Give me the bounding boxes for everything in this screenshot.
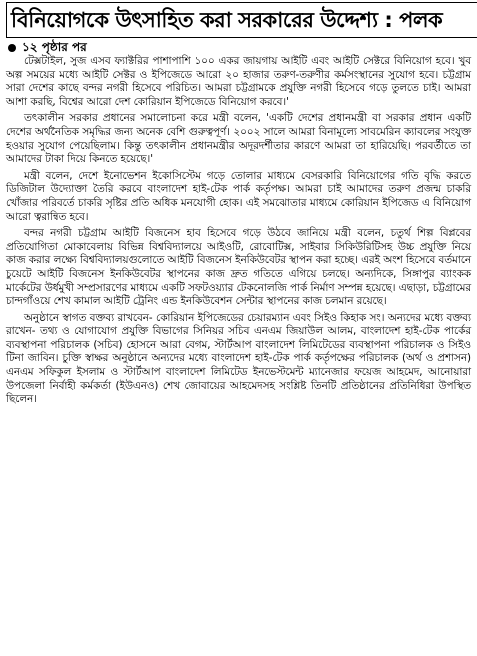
article-paragraph: বন্দর নগরী চট্টগ্রাম আইটি বিজনেস হাব হিসেবে গড়ে উঠবে জানিয়ে মন্ত্রী বলেন, চতুর্থ শিল্প বিপ্লবের প্রতিযোগিতা মোকাবেলায় বিভিন্ন বিশ্ববিদ্যালয়ে আইওটি, রোবোটিক্স, সাইবার সিকিউরিটিসহ উচ্চ প্রযুক্তি নিয়ে কাজ করার লক্ষ্যে বিশ্ববিদ্যালয়গুলোতে আইটি বিজনেস ইনকিউবেটর স্থাপন করা হচ্ছে। এরই অংশ হিসেবে বর্তমানে চুয়েটে আইটি বিজনেস ইনকিউবেটর স্থাপনের কাজ দ্রুত গতিতে এগিয়ে চলছে। অন্যদিকে, সিঙ্গাপুর ব্যাংকক মার্কেটের উর্ধমুখী সম্প্রসারণের মাধ্যমে একটি সফটওয়্যার টেকনোলজি পার্ক নির্মাণ সম্পন্ন হয়েছে। এছাড়া, চট্টগ্রামের চান্দগাঁওয়ে শেখ কামাল আইটি ট্রেনিং এন্ড ইনকিউবেশন সেন্টার স্থাপনের কাজ চলমান রয়েছে। [6,227,471,308]
article-body [4,55,473,407]
bullet-icon [8,44,16,52]
article-headline: বিনিয়োগকে উৎসাহিত করা সরকারের উদ্দেশ্য : পলক [6,2,477,38]
continued-from-text: ১২ পৃষ্ঠার পর [22,40,87,54]
continued-from-line [8,40,473,55]
article-paragraph: অনুষ্ঠানে স্বাগত বক্তব্য রাখবেন- কোরিয়ান ইপিজেডের চেয়ারম্যান এবং সিইও কিহাক সং। অন্যদের মধ্যে বক্তব্য রাখেন- তথ্য ও যোগাযোগ প্রযুক্তি বিভাগের সিনিয়র সচিব এনএম জিয়াউল আলম, বাংলাদেশ হাই-টেক পার্কের ব্যবস্থাপনা পরিচালক (সচিব) হোসনে আরা বেগম, স্টার্টআপ বাংলাদেশ লিমিটেডের ব্যবস্থাপনা পরিচালক ও সিইও টিনা জাবিন। চুক্তি স্বাক্ষর অনুষ্ঠানে অন্যদের মধ্যে বাংলাদেশ হাই-টেক পার্ক কর্তৃপক্ষের পরিচালক (অর্থ ও প্রশাসন) এনএম সফিকুল ইসলাম ও স্টার্টআপ বাংলাদেশ লিমিটেড ইনভেস্টমেন্ট ম্যানেজার ফয়েজ আহমেদ, আনোয়ারা উপজেলা নির্বাহী কর্মকর্তা (ইউএনও) শেখ জোবায়ের আহমেদসহ সংশ্লিষ্ট তিনটি প্রতিষ্ঠানের প্রতিনিধিরা উপস্থিত ছিলেন। [6,311,471,406]
article-paragraph: তৎকালীন সরকার প্রধানের সমালোচনা করে মন্ত্রী বলেন, 'একটি দেশের প্রধানমন্ত্রী বা সরকার প্রধান একটি দেশের অর্থনৈতিক সমৃদ্ধির জন্য অনেক বেশি গুরুত্বপূর্ণ। ২০০২ সালে আমরা বিনামূল্যে সাবমেরিন ক্যাবলের সংযুক্ত হওয়ার সুযোগ পেয়েছিলাম। কিন্তু তৎকালীন প্রধানমন্ত্রীর অদূরদর্শীতার কারণে আমরা তা হারিয়েছি। পরবর্তীতে তা আমাদের টাকা দিয়ে কিনতে হয়েছে।' [6,112,471,166]
article-paragraph: মন্ত্রী বলেন, দেশে ইনোভেশন ইকোসিস্টেম গড়ে তোলার মাধ্যমে বেসরকারি বিনিয়োগের গতি বৃদ্ধি করতে ডিজিটাল উদ্যোক্তা তৈরি করবে বাংলাদেশ হাই-টেক পার্ক কর্তৃপক্ষ। আমরা চাই আমাদের তরুণ প্রজন্ম চাকরি খোঁজার পরিবর্তে চাকরি সৃষ্টির প্রতি অধিক মনযোগী হোক। এই সমঝোতার মাধ্যমে কোরিয়ান ইপিজেড এ বিনিয়োগ আরো ত্বরান্বিত হবে। [6,169,471,223]
headline-box [4,0,473,40]
article-paragraph: টেক্সটাইল, সুজ এসব ফ্যাক্টরির পাশাপাশি ১০০ একর জায়গায় আইটি এবং আইটি সেক্টরে বিনিয়োগ হবে। খুব অল্প সময়ের মধ্যে আইটি সেক্টর ও ইপিজেডে আরো ২০ হাজার তরুণ-তরুণীর কর্মসংস্থানের সুযোগ হবে। চট্টগ্রাম সারা দেশের কাছে বন্দর নগরী হিসেবে পরিচিত। আমরা চট্টগ্রামকে প্রযুক্তি নগরী হিসেবে গড়ে তুলতে চাই। আমরা আশা করছি, বিশ্বের আরো দেশ কোরিয়ান ইপিজেডে বিনিয়োগ করবে।' [6,55,471,108]
